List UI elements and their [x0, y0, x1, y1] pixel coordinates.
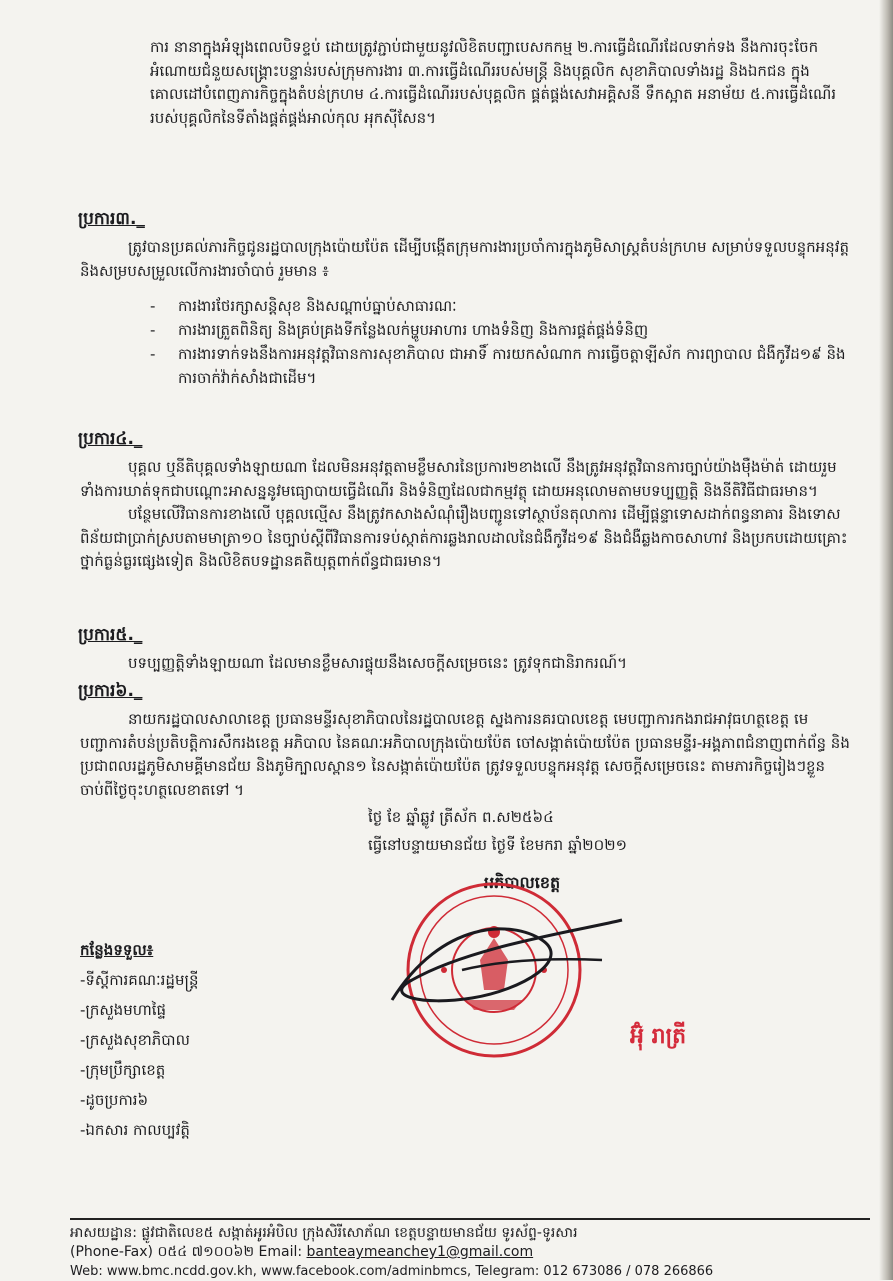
signatory-name-text: អ៊ុំ រាត្រី: [630, 1024, 687, 1049]
article-6-heading: [78, 680, 142, 705]
bullet-item: - ការងារត្រួតពិនិត្យ និងគ្រប់គ្រងទីកន្លែងលក់ម្ហូបអាហារ ហាងទំនិញ និងការផ្គត់ផ្គង់ទំនិញ: [150, 321, 649, 339]
recipient-item: -ឯកសារ កាលប្បវត្តិ: [80, 1121, 190, 1139]
continued-paragraph-text: ការ នានាក្នុងអំឡុងពេលបិទខ្ទប់ ដោយត្រូវភ្ជាប់ជាមួយនូវលិខិតបញ្ជាបេសកកម្ម ២.ការធ្វើដំណើរដែលទាក់ទង នឹងការចុះចែកអំណោយជំនួយសង្គ្រោះបន្ទាន់របស់ក្រុមការងារ ៣.ការធ្វើដំណើររបស់មន្ត្រី និងបុគ្គលិក សុខាភិបាលទាំងរដ្ឋ និងឯកជន ក្នុងគោលដៅបំពេញភារកិច្ចក្នុងតំបន់ក្រហម ៤.ការធ្វើដំណើររបស់បុគ្គលិក ផ្គត់ផ្គង់សេវាអគ្គិសនី ទឹកស្អាត អនាម័យ ៥.ការធ្វើដំណើររបស់បុគ្គលិកនៃទីតាំងផ្គត់ផ្គង់អាល់កុល អុកស៊ីសែន។: [150, 38, 837, 127]
article-3-intro: [80, 236, 852, 283]
place-date-line: [368, 836, 627, 858]
recipient-item: -ដូចប្រការ៦: [80, 1091, 149, 1109]
bullet-item-text: ការងារទាក់ទងនឹងការអនុវត្តវិធានការសុខាភិបាល ជាអាទិ៍ ការយកសំណាក ការធ្វើចត្តាឡីស័ក ការព្យាបាល ជំងឺកូវីដ១៩ និងការចាក់វ៉ាក់សាំងជាដើម។: [178, 345, 846, 387]
article-3-intro-text: ត្រូវបានប្រគល់ភារកិច្ចជូនរដ្ឋបាលក្រុងប៉ោយប៉ែត ដើម្បីបង្កើតក្រុមការងារប្រចាំការក្នុងភូមិសាស្ត្រតំបន់ក្រហម សម្រាប់ទទួលបន្ទុកអនុវត្ត និងសម្របសម្រួលលើការងារចាំបាច់ រួមមាន ៖: [80, 238, 850, 280]
bullet-item-text: ការងារត្រួតពិនិត្យ និងគ្រប់គ្រងទីកន្លែងលក់ម្ហូបអាហារ ហាងទំនិញ និងការផ្គត់ផ្គង់ទំនិញ: [178, 321, 649, 339]
recipient-item: -ក្រសួងមហាផ្ទៃ: [80, 1001, 167, 1019]
signatory-title-text: អភិបាលខេត្ត: [484, 873, 561, 892]
article-3-heading-text: ប្រការ៣._: [78, 209, 145, 229]
article-3-bullet-list: [150, 294, 850, 390]
footer-email-label: Email:: [258, 1244, 303, 1260]
article-5-heading: [78, 624, 142, 649]
handwritten-signature-icon: [352, 900, 652, 1020]
article-5-paragraph: បទប្បញ្ញត្តិទាំងឡាយណា ដែលមានខ្លឹមសារផ្ទុយនឹងសេចក្តីសម្រេចនេះ ត្រូវទុកជានិរាករណ៍។: [128, 654, 628, 672]
lunar-date-text: ថ្ងៃ ខែ ឆ្នាំឆ្លូវ ត្រីស័ក ព.ស២៥៦៤: [368, 808, 554, 826]
footer-contact-line: [70, 1243, 870, 1262]
footer-web-line: Web: www.bmc.ncdd.gov.kh, www.facebook.com/adminbmcs, Telegram: 012 673086 / 078 266866: [70, 1264, 714, 1279]
footer-address: អាសយដ្ឋាន: ផ្លូវជាតិលេខ៥ សង្កាត់អូរអំបិល ក្រុងសិរីសោភ័ណ ខេត្តបន្ទាយមានជ័យ ទូរស័ព្ទ-ទូរសារ: [70, 1225, 578, 1241]
article-4-body: [80, 456, 852, 574]
article-4-heading: [78, 428, 142, 453]
article-5-heading-text: ប្រការ៥._: [78, 625, 143, 645]
article-4-paragraph-1: បុគ្គល ឬនីតិបុគ្គលទាំងឡាយណា ដែលមិនអនុវត្តតាមខ្លឹមសារនៃប្រការ២ខាងលើ នឹងត្រូវអនុវត្តវិធានការច្បាប់យ៉ាងម៉ឺងម៉ាត់ ដោយរួមទាំងការឃាត់ទុកជាបណ្តោះអាសន្ននូវមធ្យោបាយធ្វើដំណើរ និងទំនិញដែលជាកម្មវត្ថុ ដោយអនុលោមតាមបទប្បញ្ញត្តិ និងនីតិវិធីជាធរមាន។: [80, 458, 837, 500]
place-date-text: ធ្វើនៅបន្ទាយមានជ័យ ថ្ងៃទី ខែមករា ឆ្នាំ២០២១: [368, 836, 627, 854]
footer-phone-label: (Phone-Fax): [70, 1244, 153, 1260]
recipient-item: -ក្រុមប្រឹក្សាខេត្ត: [80, 1061, 166, 1079]
signatory-name: [630, 1022, 686, 1054]
footer-web: www.bmc.ncdd.gov.kh: [106, 1264, 253, 1279]
article-6-paragraph: នាយករដ្ឋបាលសាលាខេត្ត ប្រធានមន្ទីរសុខាភិបាលនៃរដ្ឋបាលខេត្ត ស្នងការនគរបាលខេត្ត មេបញ្ជាការកងរាជអាវុធហត្ថខេត្ត មេបញ្ជាការតំបន់ប្រតិបត្តិការសឹករងខេត្ត អភិបាល នៃគណៈអភិបាលក្រុងប៉ោយប៉ែត ចៅសង្កាត់ប៉ោយប៉ែត ប្រធានមន្ទីរ-អង្គភាពជំនាញពាក់ព័ន្ធ និងប្រជាពលរដ្ឋភូមិសាមគ្គីមានជ័យ និងភូមិក្បាលស្ពាន១ នៃសង្កាត់ប៉ោយប៉ែត ត្រូវទទួលបន្ទុកអនុវត្ត សេចក្តីសម្រេចនេះ តាមភារកិច្ចរៀងៗខ្លួន ចាប់ពីថ្ងៃចុះហត្ថលេខាតទៅ ។: [80, 710, 850, 799]
lunar-date-line: [368, 808, 554, 830]
letterhead-footer: [70, 1218, 870, 1281]
footer-facebook: www.facebook.com/adminbmcs: [260, 1264, 468, 1279]
bullet-item: - ការងារទាក់ទងនឹងការអនុវត្តវិធានការសុខាភិបាល ជាអាទិ៍ ការយកសំណាក ការធ្វើចត្តាឡីស័ក ការព្យាបាល ជំងឺកូវីដ១៩ និងការចាក់វ៉ាក់សាំងជាដើម។: [150, 345, 846, 387]
footer-web-label: Web:: [70, 1264, 103, 1279]
article-4-paragraph-2: បន្ថែមលើវិធានការខាងលើ បុគ្គលល្មើស នឹងត្រូវកសាងសំណុំរឿងបញ្ជូនទៅស្ថាប័នតុលាការ ដើម្បីផ្តន្ទាទោសដាក់ពន្ធនាគារ និងទោសពិន័យជាប្រាក់ស្របតាមមាត្រា១០ នៃច្បាប់ស្តីពីវិធានការទប់ស្កាត់ការឆ្លងរាលដាលនៃជំងឺកូវីដ១៩ និងជំងឺឆ្លងកាចសាហាវ និងប្រកបដោយគ្រោះថ្នាក់ធ្ងន់ធ្ងរផ្សេងទៀត និងលិខិតបទដ្ឋានគតិយុត្តពាក់ព័ន្ធជាធរមាន។: [80, 505, 848, 570]
paper-edge-shadow: [879, 0, 893, 1280]
continued-paragraph: [150, 36, 852, 130]
footer-telegram-label: Telegram:: [475, 1264, 540, 1279]
recipients-block: [80, 935, 198, 1145]
bullet-item-text: ការងារថែរក្សាសន្តិសុខ និងសណ្តាប់ធ្នាប់សាធារណៈ: [178, 297, 457, 315]
bullet-item: - ការងារថែរក្សាសន្តិសុខ និងសណ្តាប់ធ្នាប់សាធារណៈ: [150, 297, 457, 315]
footer-telegram: 012 673086 / 078 266866: [543, 1264, 714, 1279]
article-6-body: [80, 708, 852, 802]
article-6-heading-text: ប្រការ៦._: [78, 681, 143, 701]
footer-email: banteaymeanchey1@gmail.com: [306, 1244, 534, 1260]
article-3-heading: [78, 208, 145, 233]
recipients-title: កន្លែងទទួល៖: [80, 941, 154, 959]
recipient-item: -ទីស្តីការគណៈរដ្ឋមន្ត្រី: [80, 971, 199, 989]
article-5-body: [80, 652, 852, 676]
article-4-heading-text: ប្រការ៤._: [78, 429, 143, 449]
recipient-item: -ក្រសួងសុខាភិបាល: [80, 1031, 190, 1049]
footer-address-line: [70, 1224, 870, 1243]
footer-phone: ០៥៤ ៧១០០៦២: [157, 1244, 255, 1260]
